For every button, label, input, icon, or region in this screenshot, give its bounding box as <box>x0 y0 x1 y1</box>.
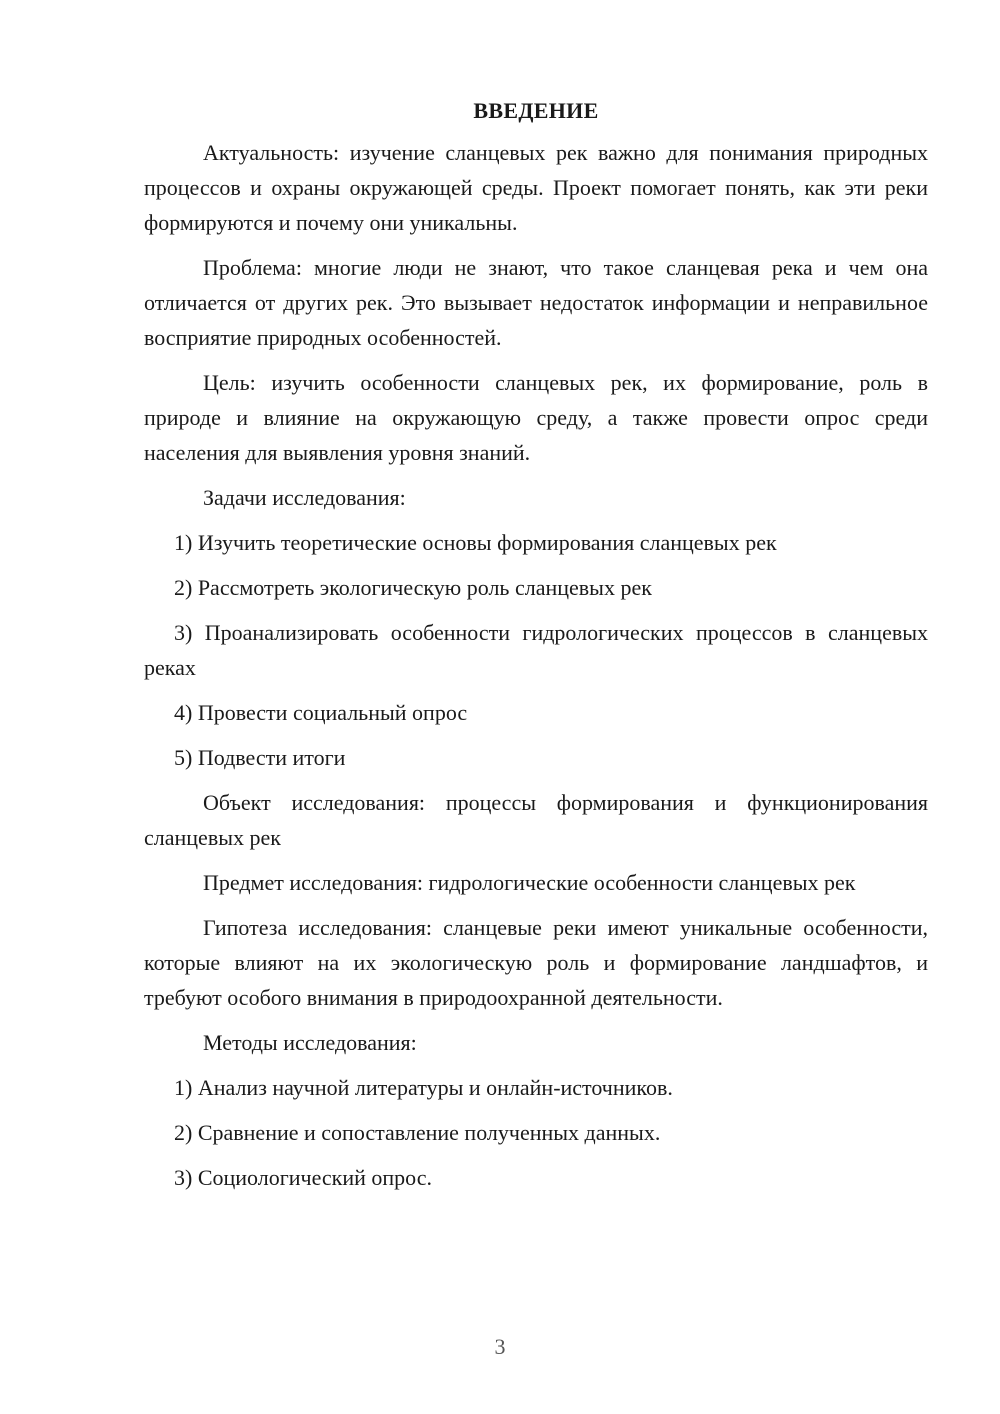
paragraph-problem: Проблема: многие люди не знают, что такое сланцевая река и чем она отличается от других рек. Это вызывает недостаток информации и неправильное восприятие природных особенностей. <box>144 255 928 350</box>
method-item: 1) Анализ научной литературы и онлайн-источников. <box>174 1075 673 1100</box>
method-item: 2) Сравнение и сопоставление полученных данных. <box>174 1120 661 1145</box>
task-item: 2) Рассмотреть экологическую роль сланцевых рек <box>174 575 652 600</box>
page-number: 3 <box>494 1334 506 1359</box>
page-title: ВВЕДЕНИЕ <box>473 98 599 123</box>
task-item: 3) Проанализировать особенности гидрологических процессов в сланцевых реках <box>144 620 928 680</box>
paragraph-object: Объект исследования: процессы формирования и функционирования сланцевых рек <box>144 790 928 850</box>
method-item: 3) Социологический опрос. <box>174 1165 432 1190</box>
paragraph-goal: Цель: изучить особенности сланцевых рек, их формирование, роль в природе и влияние на окружающую среду, а также провести опрос среди населения для выявления уровня знаний. <box>144 370 928 465</box>
task-item: 4) Провести социальный опрос <box>174 700 468 725</box>
document-page <box>144 94 928 1205</box>
task-item: 5) Подвести итоги <box>174 745 346 770</box>
task-item: 1) Изучить теоретические основы формирования сланцевых рек <box>174 530 777 555</box>
paragraph-subject: Предмет исследования: гидрологические особенности сланцевых рек <box>203 870 856 895</box>
paragraph-hypothesis: Гипотеза исследования: сланцевые реки имеют уникальные особенности, которые влияют на их экологическую роль и формирование ландшафтов, и требуют особого внимания в природоохранной деятельности. <box>144 915 928 1010</box>
paragraph-relevance: Актуальность: изучение сланцевых рек важно для понимания природных процессов и охраны окружающей среды. Проект помогает понять, как эти реки формируются и почему они уникальны. <box>144 140 928 235</box>
methods-heading: Методы исследования: <box>203 1030 417 1055</box>
tasks-heading: Задачи исследования: <box>203 485 406 510</box>
